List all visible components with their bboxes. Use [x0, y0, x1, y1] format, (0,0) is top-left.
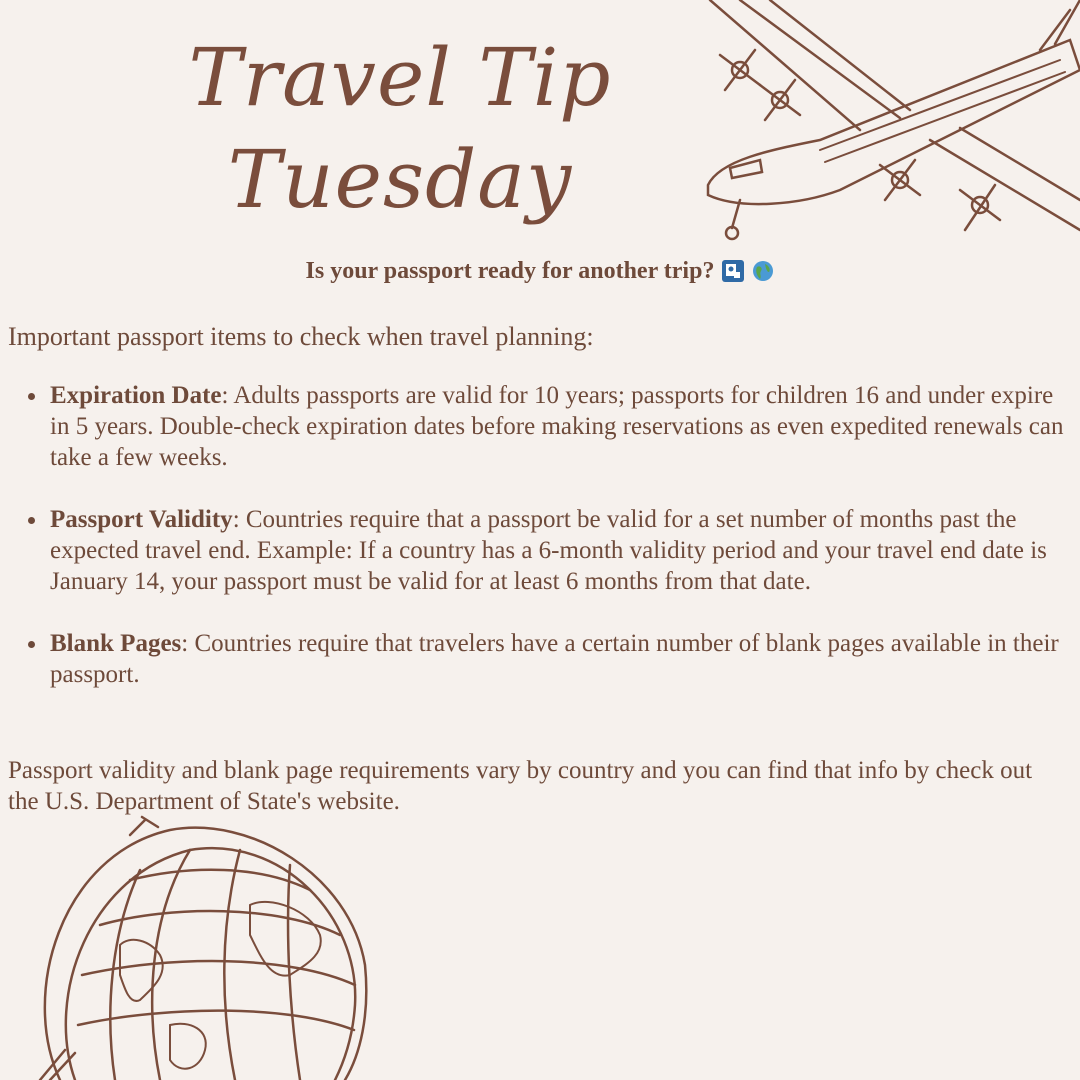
item-text: : Adults passports are valid for 10 years; passports for children 16 and under expire in 5 years. Double-check expiration dates before making reservations as even expedited renewals can take a few weeks. — [50, 382, 1064, 471]
item-text: : Countries require that travelers have a certain number of blank pages available in their passport. — [50, 630, 1059, 688]
airplane-illustration — [700, 0, 1080, 250]
list-item — [50, 504, 1076, 597]
passport-control-icon — [722, 260, 744, 282]
list-item — [50, 628, 1076, 690]
item-text: : Countries require that a passport be valid for a set number of months past the expected travel end. Example: If a country has a 6-month validity period and your travel end date is January 14, your passport must be valid for at least 6 months from that date. — [50, 506, 1047, 595]
item-label: Passport Validity — [50, 506, 233, 533]
globe-illustration — [20, 815, 380, 1080]
item-label: Blank Pages — [50, 630, 182, 657]
title-line-1: Travel Tip — [188, 31, 612, 124]
globe-emoji-icon — [752, 260, 774, 282]
outro-text: Passport validity and blank page requirements vary by country and you can find that info by check out the U.S. Department of State's website. — [8, 757, 1033, 815]
item-label: Expiration Date — [50, 382, 222, 409]
list-item — [50, 380, 1076, 473]
intro-text: Important passport items to check when travel planning: — [8, 322, 594, 351]
checklist — [8, 380, 1076, 721]
subtitle-text: Is your passport ready for another trip? — [305, 258, 715, 284]
subtitle — [0, 258, 1080, 285]
title-line-2: Tuesday — [227, 133, 573, 226]
